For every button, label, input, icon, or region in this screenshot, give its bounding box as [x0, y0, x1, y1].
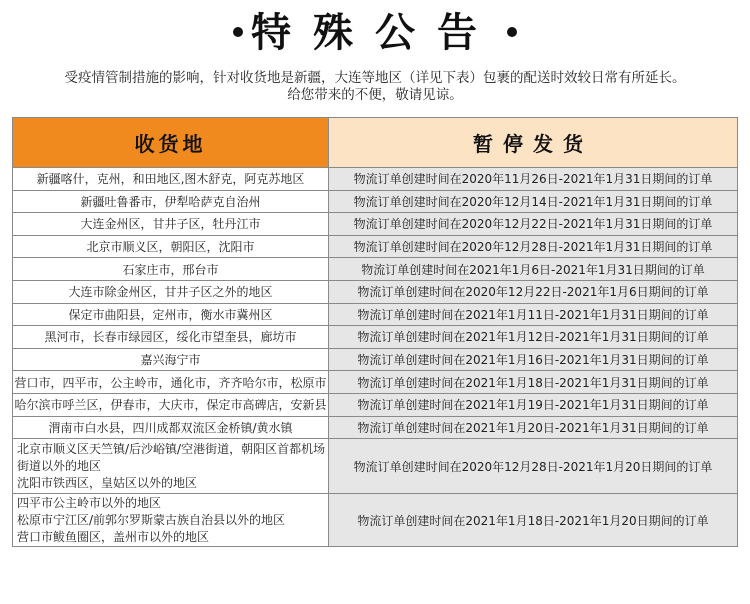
destination-line: 街道以外的地区 [17, 458, 102, 473]
period-cell: 物流订单创建时间在2021年1月12日-2021年1月31日期间的订单 [329, 326, 738, 349]
table-row [13, 371, 738, 394]
destination-cell: 北京市顺义区，朝阳区，沈阳市 [13, 235, 329, 258]
notice-line-2: 给您带来的不便，敬请见谅。 [287, 87, 463, 103]
table-row [13, 416, 738, 439]
announcement-title [0, 6, 750, 60]
bullet-dot-icon [233, 27, 243, 37]
destination-cell: 营口市，四平市，公主岭市，通化市，齐齐哈尔市，松原市 [13, 371, 329, 394]
destination-line: 营口市鲅鱼圈区，盖州市以外的地区 [17, 529, 210, 544]
period-cell: 物流订单创建时间在2021年1月18日-2021年1月20日期间的订单 [329, 494, 738, 547]
table-row [13, 439, 738, 494]
table-row [13, 393, 738, 416]
destination-line: 北京市顺义区天竺镇/后沙峪镇/空港街道，朝阳区首都机场 [17, 441, 326, 456]
destination-cell: 大连金州区，甘井子区，牡丹江市 [13, 213, 329, 236]
destination-line: 沈阳市铁西区，皇姑区以外的地区 [17, 475, 198, 490]
period-cell: 物流订单创建时间在2020年12月22日-2021年1月31日期间的订单 [329, 213, 738, 236]
period-cell: 物流订单创建时间在2020年12月28日-2021年1月20日期间的订单 [329, 439, 738, 494]
destination-cell: 嘉兴海宁市 [13, 348, 329, 371]
destination-cell: 新疆喀什，克州，和田地区,图木舒克，阿克苏地区 [13, 168, 329, 191]
destination-cell: 哈尔滨市呼兰区，伊春市，大庆市，保定市高碑店，安新县 [13, 393, 329, 416]
period-cell: 物流订单创建时间在2021年1月20日-2021年1月31日期间的订单 [329, 416, 738, 439]
period-cell: 物流订单创建时间在2021年1月11日-2021年1月31日期间的订单 [329, 303, 738, 326]
suspension-table [12, 117, 738, 547]
destination-line: 四平市公主岭市以外的地区 [17, 495, 162, 510]
destination-cell: 保定市曲阳县，定州市，衡水市冀州区 [13, 303, 329, 326]
period-cell: 物流订单创建时间在2020年11月26日-2021年1月31日期间的订单 [329, 168, 738, 191]
destination-cell: 渭南市白水县，四川成都双流区金桥镇/黄水镇 [13, 416, 329, 439]
header-suspension: 暂停发货 [329, 118, 738, 168]
period-cell: 物流订单创建时间在2020年12月14日-2021年1月31日期间的订单 [329, 190, 738, 213]
table-header-row [13, 118, 738, 168]
destination-cell: 大连市除金州区，甘井子区之外的地区 [13, 280, 329, 303]
table-row [13, 168, 738, 191]
table-row [13, 280, 738, 303]
table-row [13, 235, 738, 258]
table-row [13, 303, 738, 326]
table-row [13, 326, 738, 349]
notice-text [0, 70, 750, 104]
destination-cell [13, 494, 329, 547]
header-destination: 收货地 [13, 118, 329, 168]
period-cell: 物流订单创建时间在2020年12月22日-2021年1月6日期间的订单 [329, 280, 738, 303]
table-row [13, 494, 738, 547]
destination-cell [13, 439, 329, 494]
period-cell: 物流订单创建时间在2021年1月6日-2021年1月31日期间的订单 [329, 258, 738, 281]
period-cell: 物流订单创建时间在2021年1月18日-2021年1月31日期间的订单 [329, 371, 738, 394]
table-row [13, 190, 738, 213]
destination-cell: 石家庄市，邢台市 [13, 258, 329, 281]
bullet-dot-icon [507, 27, 517, 37]
announcement-title-text: 特殊公告 [251, 9, 499, 56]
destination-cell: 新疆吐鲁番市，伊犁哈萨克自治州 [13, 190, 329, 213]
table-row [13, 213, 738, 236]
notice-line-1: 受疫情管制措施的影响，针对收货地是新疆，大连等地区（详见下表）包裹的配送时效较日常有所延长。 [64, 70, 686, 86]
destination-line: 松原市宁江区/前郭尔罗斯蒙古族自治县以外的地区 [17, 512, 286, 527]
period-cell: 物流订单创建时间在2021年1月16日-2021年1月31日期间的订单 [329, 348, 738, 371]
table-row [13, 348, 738, 371]
destination-cell: 黑河市，长春市绿园区，绥化市望奎县，廊坊市 [13, 326, 329, 349]
period-cell: 物流订单创建时间在2021年1月19日-2021年1月31日期间的订单 [329, 393, 738, 416]
table-row [13, 258, 738, 281]
period-cell: 物流订单创建时间在2020年12月28日-2021年1月31日期间的订单 [329, 235, 738, 258]
